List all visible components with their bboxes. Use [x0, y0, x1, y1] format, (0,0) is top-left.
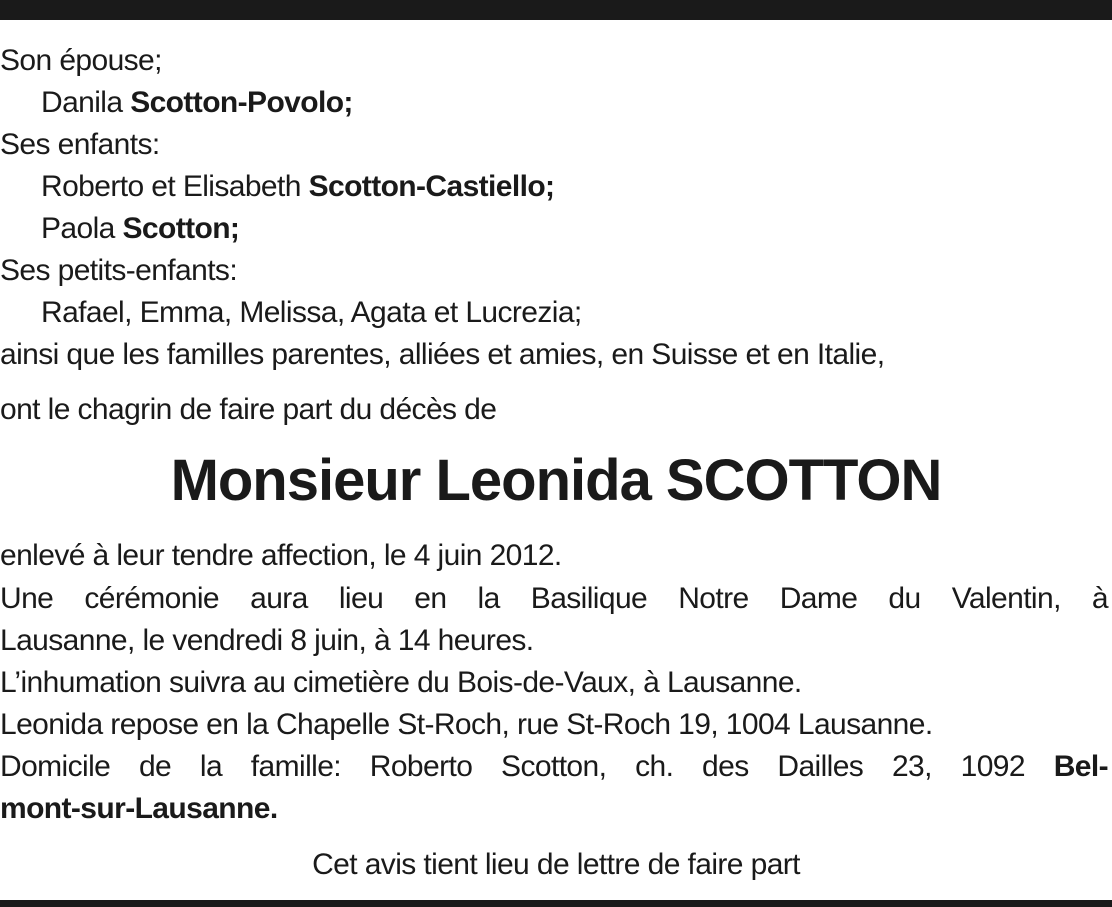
date-of-death-line: enlevé à leur tendre affection, le 4 juin 2012. [0, 539, 562, 572]
grandchildren-heading: Ses petits-enfants: [0, 254, 238, 287]
domicile-line-1 [0, 746, 1108, 788]
spouse-heading: Son épouse; [0, 44, 162, 77]
ceremony-line-2: Lausanne, le vendredi 8 juin, à 14 heures. [0, 624, 534, 657]
spouse-last-name: Scotton-Povolo; [130, 86, 353, 119]
domicile-line-2 [0, 788, 278, 830]
ceremony-line-1: Une cérémonie aura lieu en la Basilique Notre Dame du Valentin, à [0, 582, 1108, 615]
child2-first-name: Paola [41, 212, 123, 245]
spouse-line [41, 82, 353, 124]
top-border-rule [0, 0, 1112, 20]
burial-line: L’inhumation suivra au cimetière du Bois-de-Vaux, à Lausanne. [0, 666, 802, 699]
rests-line: Leonida repose en la Chapelle St-Roch, rue St-Roch 19, 1004 Lausanne. [0, 708, 933, 741]
child1-first-names: Roberto et Elisabeth [41, 170, 309, 203]
grandchildren-names: Rafael, Emma, Melissa, Agata et Lucrezia; [41, 296, 582, 329]
children-heading: Ses enfants: [0, 128, 160, 161]
domicile-town-part1: Bel- [1053, 750, 1108, 783]
closing-note: Cet avis tient lieu de lettre de faire part [312, 848, 800, 881]
bottom-border-rule [0, 900, 1112, 907]
relatives-line: ainsi que les familles parentes, alliées et amies, en Suisse et en Italie, [0, 338, 885, 371]
deceased-name: Monsieur Leonida SCOTTON [170, 448, 942, 513]
child-line-2 [41, 208, 239, 250]
announcement-line: ont le chagrin de faire part du décès de [0, 393, 497, 426]
child2-last-name: Scotton; [122, 212, 240, 245]
child-line-1 [41, 166, 554, 208]
child1-last-name: Scotton-Castiello; [308, 170, 555, 203]
domicile-address: Domicile de la famille: Roberto Scotton, ch. des Dailles 23, 1092 [0, 750, 1054, 783]
domicile-town-part2: mont-sur-Lausanne. [0, 792, 278, 825]
spouse-first-name: Danila [41, 86, 131, 119]
